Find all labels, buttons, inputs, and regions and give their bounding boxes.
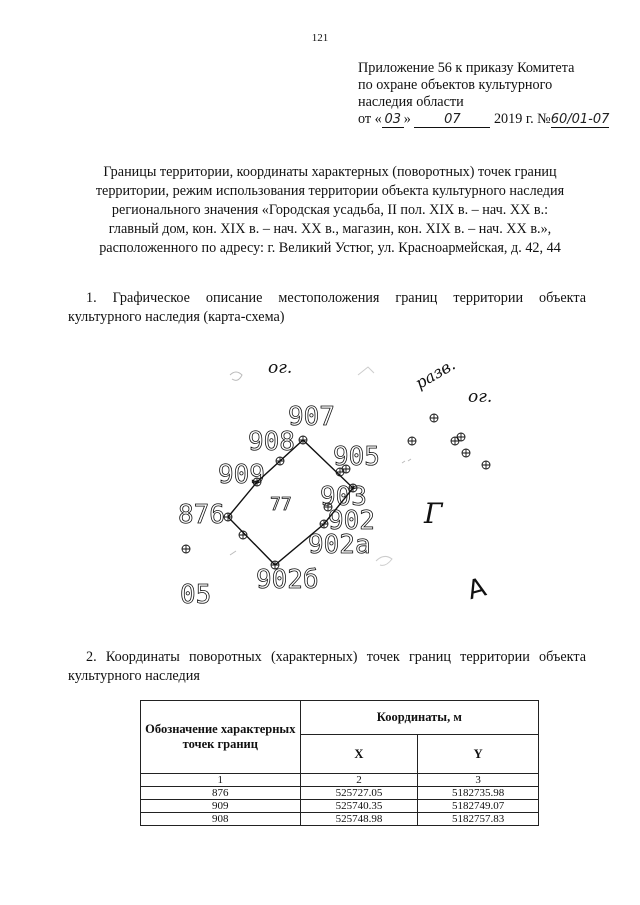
coord-y: 5182735.98 — [418, 787, 539, 800]
map-label-902: 902 — [328, 506, 375, 536]
appendix-line-1: Приложение 56 к приказу Комитета — [358, 60, 575, 76]
table-row — [141, 787, 539, 800]
column-number: 1 — [141, 774, 301, 787]
map-label-og-2: ог. — [468, 387, 493, 407]
coordinates-table — [140, 700, 539, 826]
map-label-909: 909 — [218, 460, 265, 490]
date-day: 03 — [382, 113, 404, 128]
coord-y: 5182749.07 — [418, 800, 539, 813]
date-mid: » — [403, 111, 411, 127]
section-1-heading — [68, 289, 586, 326]
point-id: 876 — [141, 787, 301, 800]
point-id: 908 — [141, 813, 301, 826]
map-label-903: 903 — [320, 482, 367, 512]
section-2-line-2: культурного наследия — [68, 667, 200, 684]
header-y: Y — [418, 735, 539, 774]
appendix-date-line — [358, 111, 628, 128]
title-line: расположенного по адресу: г. Великий Устюг, ул. Красноармейская, д. 42, 44 — [99, 240, 561, 256]
map-label-908: 908 — [248, 427, 295, 457]
map-label-902b: 902б — [256, 565, 319, 595]
table-row — [141, 813, 539, 826]
document-title — [70, 163, 590, 258]
date-month: 07 — [414, 113, 490, 128]
section-1-line-2: культурного наследия (карта-схема) — [68, 308, 285, 325]
title-line: территории, режим использования территории объекта культурного наследия — [95, 183, 565, 199]
header-x: X — [300, 735, 418, 774]
title-line: главный дом, кон. XIX в. – нач. XX в., магазин, кон. XIX в. – нач. XX в.», — [108, 221, 552, 237]
map-label-905: 905 — [333, 442, 380, 472]
map-label-a: А — [464, 572, 490, 607]
title-line: Границы территории, координаты характерных (поворотных) точек границ — [103, 164, 557, 180]
appendix-line-2: по охране объектов культурного — [358, 77, 553, 93]
map-label-razv: разв. — [411, 354, 459, 393]
map-label-907: 907 — [288, 402, 335, 432]
map-label-77: 77 — [270, 494, 292, 515]
date-prefix: от « — [358, 111, 382, 127]
title-line: регионального значения «Городская усадьба, II пол. XIX в. – нач. XX в.: — [111, 202, 549, 218]
section-1-line-1: 1. Графическое описание местоположения границ территории объекта — [86, 290, 586, 306]
section-2-heading — [68, 648, 586, 685]
column-number: 2 — [300, 774, 418, 787]
coord-y: 5182757.83 — [418, 813, 539, 826]
appendix-header — [358, 60, 628, 128]
map-label-876: 876 — [178, 500, 225, 530]
appendix-line-3: наследия области — [358, 94, 464, 110]
column-number-row — [141, 774, 539, 787]
coord-x: 525727.05 — [300, 787, 418, 800]
column-number: 3 — [418, 774, 539, 787]
page-number: 121 — [311, 32, 329, 44]
map-label-g: Г — [424, 497, 443, 530]
map-label-05: 05 — [180, 580, 212, 607]
table-row — [141, 800, 539, 813]
map-label-902a: 902а — [308, 530, 371, 560]
header-coordinates: Координаты, м — [300, 701, 538, 735]
header-points: Обозначение характерных точек границ — [141, 701, 301, 774]
order-number: 60/01-07 — [550, 112, 610, 127]
date-year: 2019 г. № — [493, 111, 551, 127]
boundary-map — [170, 345, 510, 607]
coord-x: 525740.35 — [300, 800, 418, 813]
map-label-og-1: ог. — [268, 358, 293, 378]
coord-x: 525748.98 — [300, 813, 418, 826]
point-id: 909 — [141, 800, 301, 813]
section-2-line-1: 2. Координаты поворотных (характерных) точек границ территории объекта — [86, 649, 586, 665]
